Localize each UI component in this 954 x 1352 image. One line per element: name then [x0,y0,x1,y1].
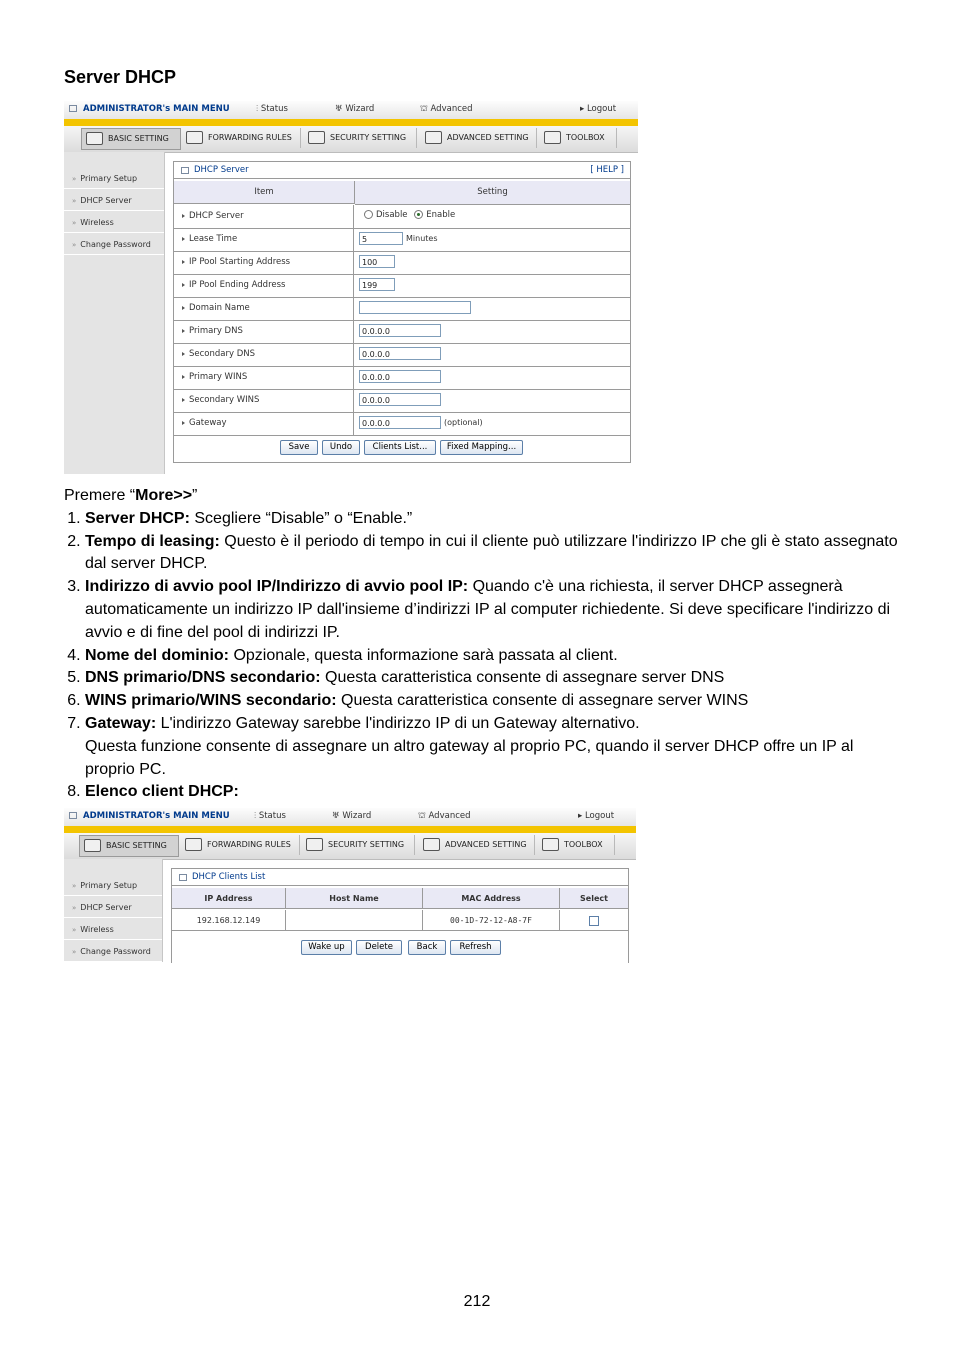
sidebar-item-wireless[interactable]: » Wireless [64,212,164,233]
wizard-link[interactable]: ♅ Wizard [335,104,375,114]
client-select-checkbox[interactable] [589,916,599,926]
disable-radio-label: Disable [376,210,408,220]
sidebar-item-dhcp-server[interactable]: » DHCP Server [64,190,164,211]
logout-link[interactable]: ▸ Logout [578,811,615,821]
wizard-icon: ♅ [335,104,346,114]
list-item: 2. Tempo di leasing: Questo è il periodo di tempo in cui il cliente può utilizzare l'indirizzo IP che gli è stato assegnato dal server DHCP. [85,531,904,577]
row-ip-pool-start [174,251,630,275]
column-header-mac: MAC Address [423,888,560,909]
column-header-setting: Setting [355,181,630,205]
accent-bar [64,119,638,126]
row-label: Primary WINS [174,366,354,389]
tab-advanced-setting[interactable]: ADVANCED SETTING [421,128,537,148]
toolbox-icon [544,131,561,144]
instructions-text [64,485,904,804]
list-item: 3. Indirizzo di avvio pool IP/Indirizzo di avvio pool IP: Quando c'è una richiesta, il server DHCP assegnerà automaticamente un indirizzo IP dall'insieme d’indirizzi IP al computer richiedente. Si deve specificare l'indirizzo di avvio e di fine del pool di indirizzi IP. [85,576,904,644]
basic-setting-icon [84,839,101,852]
list-item: 5. DNS primario/DNS secondario: Questa caratteristica consente di assegnare server DNS [85,667,904,690]
advanced-setting-icon [423,838,440,851]
top-menu-bar [64,101,638,120]
client-host-cell [286,910,423,931]
ip-pool-start-input[interactable]: 100 [359,255,395,268]
sidebar [64,152,165,474]
row-label: Lease Time [174,228,354,251]
wizard-icon: ♅ [332,811,343,821]
domain-name-input[interactable] [359,301,471,314]
column-header-select: Select [560,888,628,909]
toolbox-icon [542,838,559,851]
logout-link[interactable]: ▸ Logout [580,104,617,114]
help-link[interactable]: [ HELP ] [590,165,624,175]
sidebar-item-change-password[interactable]: » Change Password [64,941,162,962]
row-ip-pool-end [174,274,630,298]
row-label: Gateway [174,412,354,435]
row-gateway [174,412,630,436]
tab-toolbox[interactable]: TOOLBOX [538,835,615,855]
sidebar-item-change-password[interactable]: » Change Password [64,234,164,255]
logout-arrow-icon: ▸ [580,104,587,114]
clients-list-button[interactable]: Clients List... [364,440,436,455]
client-select-cell [560,910,628,931]
tab-bar [64,833,636,860]
column-header-ip: IP Address [172,888,286,909]
lease-time-input[interactable]: 5 [359,232,403,245]
forwarding-rules-icon [185,838,202,851]
row-label: IP Pool Starting Address [174,251,354,274]
instructions-list [64,508,904,804]
advanced-link[interactable]: ⛫ Advanced [418,811,471,821]
security-setting-icon [308,131,325,144]
row-label: DHCP Server [174,205,354,228]
dhcp-clients-panel [171,868,629,963]
column-header-item: Item [174,181,355,204]
status-link[interactable]: ⫶ Status [254,811,286,821]
page-number: 212 [463,1293,491,1310]
advanced-icon: ⛫ [420,104,431,114]
advanced-icon: ⛫ [418,811,429,821]
advanced-link[interactable]: ⛫ Advanced [420,104,473,114]
list-item: 8. Elenco client DHCP: [85,781,904,804]
tab-advanced-setting[interactable]: ADVANCED SETTING [419,835,535,855]
row-label: Primary DNS [174,320,354,343]
tab-security-setting[interactable]: SECURITY SETTING [302,835,415,855]
disable-radio[interactable] [364,210,373,219]
tab-forwarding-rules[interactable]: FORWARDING RULES [181,835,300,855]
row-dhcp-server [174,205,630,229]
list-item: 4. Nome del dominio: Opzionale, questa informazione sarà passata al client. [85,645,904,668]
secondary-wins-input[interactable]: 0.0.0.0 [359,393,441,406]
admin-main-menu-link[interactable]: ADMINISTRATOR's MAIN MENU [69,811,230,821]
row-lease-time [174,228,630,252]
top-menu-bar [64,808,636,827]
panel-title: DHCP Server [ HELP ] [174,162,630,179]
tab-basic-setting[interactable]: BASIC SETTING [79,835,179,857]
advanced-setting-icon [425,131,442,144]
sidebar-item-wireless[interactable]: » Wireless [64,919,162,940]
panel-title: DHCP Clients List [172,869,628,886]
security-setting-icon [306,838,323,851]
row-label: Secondary DNS [174,343,354,366]
client-ip-cell: 192.168.12.149 [172,910,286,931]
forwarding-rules-icon [186,131,203,144]
row-primary-wins [174,366,630,390]
ip-pool-end-input[interactable]: 199 [359,278,395,291]
list-item: 6. WINS primario/WINS secondario: Questa caratteristica consente di assegnare server WINS [85,690,904,713]
section-heading: Server DHCP [64,67,177,87]
delete-button[interactable]: Delete [356,940,402,955]
row-secondary-wins [174,389,630,413]
tab-basic-setting[interactable]: BASIC SETTING [81,128,181,150]
save-button[interactable]: Save [280,440,318,455]
enable-radio-label: Enable [426,210,456,220]
fixed-mapping-button[interactable]: Fixed Mapping... [440,440,523,455]
refresh-button[interactable]: Refresh [450,940,501,955]
column-header-host: Host Name [286,888,423,909]
list-item: 1. Server DHCP: Scegliere “Disable” o “Enable.” [85,508,904,531]
primary-wins-input[interactable]: 0.0.0.0 [359,370,441,383]
sidebar-item-primary-setup[interactable]: » Primary Setup [64,168,164,189]
status-icon: ⫶ [256,104,261,114]
gateway-input[interactable]: 0.0.0.0 [359,416,441,429]
enable-radio[interactable] [414,210,423,219]
logout-arrow-icon: ▸ [578,811,585,821]
list-item: 7. Gateway: L'indirizzo Gateway sarebbe l'indirizzo IP di un Gateway alternativo. Questa funzione consente di assegnare un altro gateway al proprio PC, quando il server DHCP offre un IP al proprio PC. [85,713,904,781]
intro-line: Premere “More>>” [64,487,198,504]
admin-main-menu-link[interactable]: ADMINISTRATOR's MAIN MENU [69,104,230,114]
status-link[interactable]: ⫶ Status [256,104,288,114]
sidebar [64,859,163,962]
basic-setting-icon [86,132,103,145]
wizard-link[interactable]: ♅ Wizard [332,811,372,821]
tab-bar [64,126,638,153]
row-primary-dns [174,320,630,344]
primary-dns-input[interactable]: 0.0.0.0 [359,324,441,337]
sidebar-item-dhcp-server[interactable]: » DHCP Server [64,897,162,918]
gateway-optional-note: (optional) [444,418,483,427]
secondary-dns-input[interactable]: 0.0.0.0 [359,347,441,360]
tab-security-setting[interactable]: SECURITY SETTING [304,128,417,148]
undo-button[interactable]: Undo [322,440,360,455]
tab-forwarding-rules[interactable]: FORWARDING RULES [182,128,301,148]
wake-up-button[interactable]: Wake up [301,940,352,955]
row-domain-name [174,297,630,321]
sidebar-item-primary-setup[interactable]: » Primary Setup [64,875,162,896]
back-button[interactable]: Back [408,940,446,955]
row-label: Domain Name [174,297,354,320]
status-icon: ⫶ [254,811,259,821]
accent-bar [64,826,636,833]
dhcp-server-panel [173,161,631,463]
row-label: IP Pool Ending Address [174,274,354,297]
dhcp-server-screenshot [64,101,638,474]
row-label: Secondary WINS [174,389,354,412]
tab-toolbox[interactable]: TOOLBOX [540,128,617,148]
dhcp-clients-screenshot [64,808,636,962]
row-secondary-dns [174,343,630,367]
client-mac-cell: 00-1D-72-12-A8-7F [423,910,560,931]
lease-time-unit: Minutes [406,234,438,243]
